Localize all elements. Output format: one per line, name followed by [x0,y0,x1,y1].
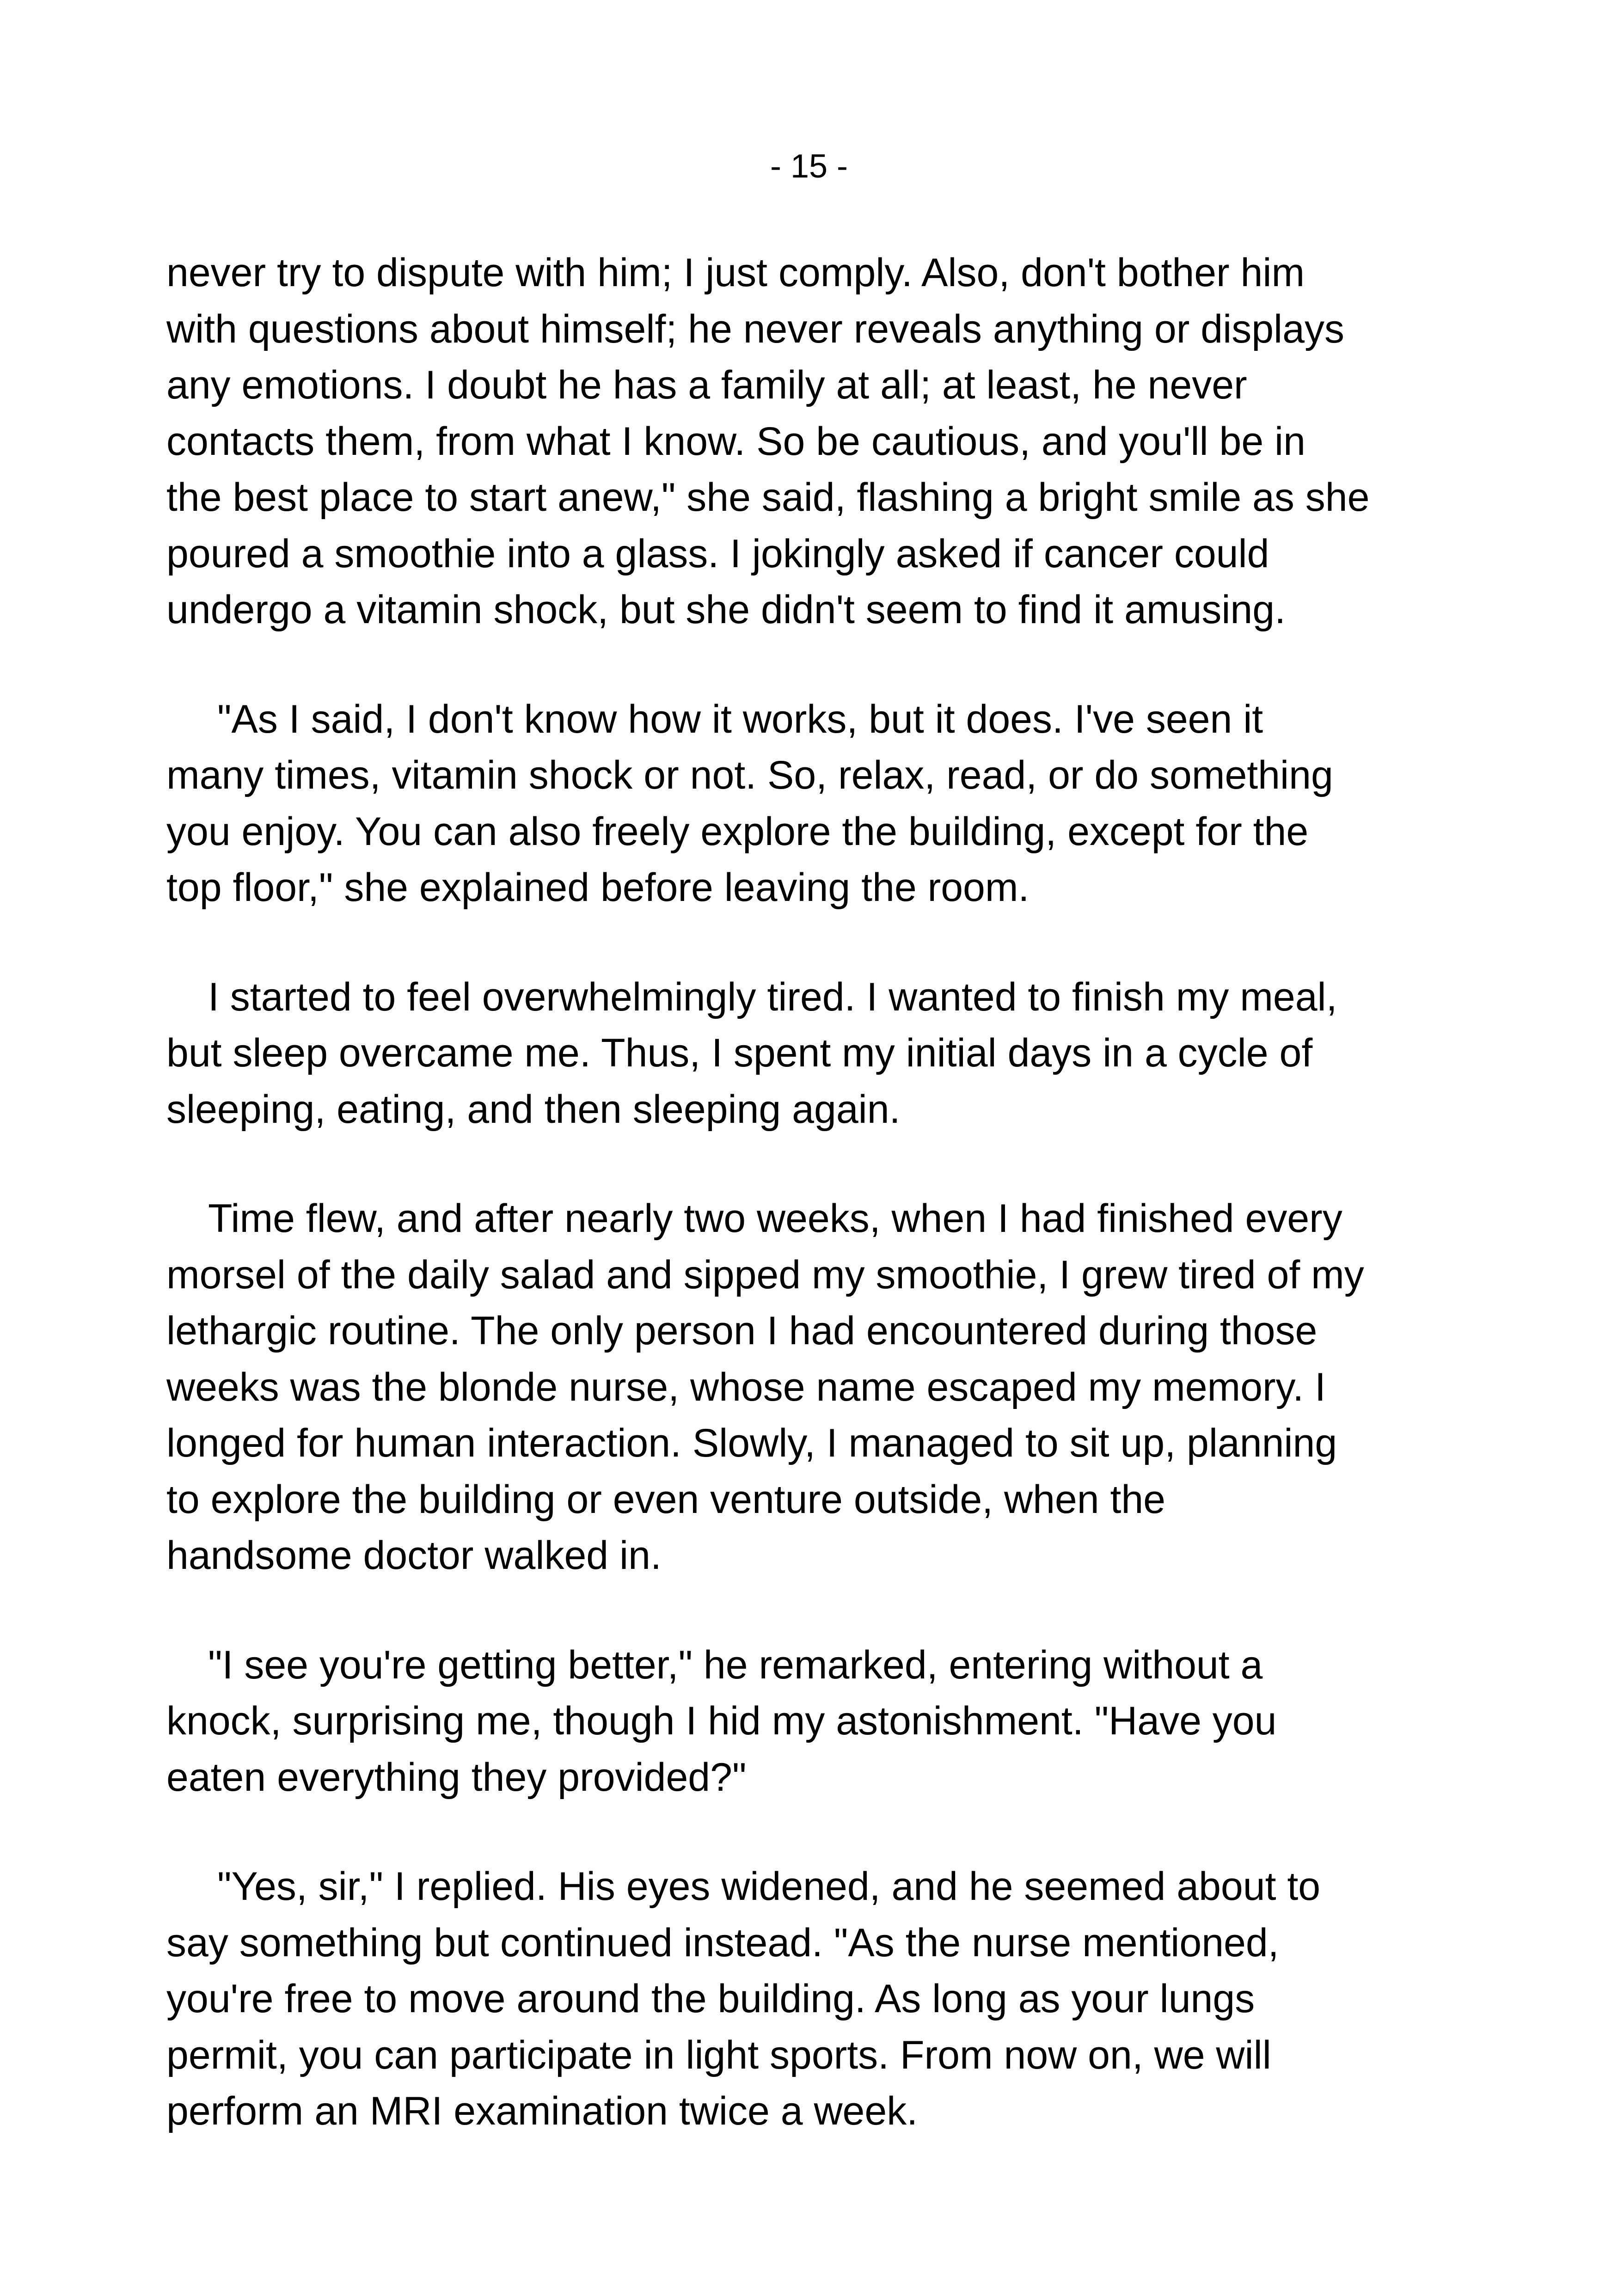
text-line: you're free to move around the building. As long as your lungs [166,1977,1255,2021]
page-number: - 15 - [770,148,848,185]
text-line: with questions about himself; he never reveals anything or displays [166,306,1344,351]
text-line: permit, you can participate in light sports. From now on, we will [166,2033,1271,2077]
text-line: knock, surprising me, though I hid my astonishment. "Have you [166,1699,1277,1743]
text-line: perform an MRI examination twice a week. [166,2089,918,2133]
text-line: Time flew, and after nearly two weeks, when I had finished every [208,1196,1342,1241]
paragraph-1 [166,245,1489,638]
text-line: you enjoy. You can also freely explore the building, except for the [166,809,1309,854]
text-line: the best place to start anew," she said, flashing a bright smile as she [166,475,1370,520]
paragraph-4 [166,1191,1489,1584]
text-line: but sleep overcame me. Thus, I spent my initial days in a cycle of [166,1031,1313,1075]
text-line: longed for human interaction. Slowly, I managed to sit up, planning [166,1421,1337,1465]
text-line: sleeping, eating, and then sleeping again. [166,1087,901,1132]
text-line: top floor," she explained before leaving the room. [166,865,1030,910]
paragraph-3 [166,969,1489,1138]
body-text [166,245,1489,2193]
text-line: handsome doctor walked in. [166,1533,662,1578]
text-line: morsel of the daily salad and sipped my smoothie, I grew tired of my [166,1252,1364,1297]
text-line: "I see you're getting better," he remarked, entering without a [208,1642,1263,1687]
text-line: contacts them, from what I know. So be cautious, and you'll be in [166,419,1305,464]
text-line: weeks was the blonde nurse, whose name escaped my memory. I [166,1365,1326,1409]
paragraph-5 [166,1637,1489,1806]
text-line: to explore the building or even venture outside, when the [166,1477,1166,1522]
paragraph-6 [166,1859,1489,2140]
text-line: "As I said, I don't know how it works, but it does. I've seen it [217,697,1263,741]
text-line: lethargic routine. The only person I had encountered during those [166,1309,1318,1353]
text-line: many times, vitamin shock or not. So, relax, read, or do something [166,753,1333,797]
text-line: "Yes, sir," I replied. His eyes widened, and he seemed about to [217,1864,1321,1909]
text-line: say something but continued instead. "As the nurse mentioned, [166,1920,1279,1965]
text-line: never try to dispute with him; I just comply. Also, don't bother him [166,251,1305,295]
text-line: undergo a vitamin shock, but she didn't seem to find it amusing. [166,588,1286,632]
text-line: any emotions. I doubt he has a family at all; at least, he never [166,363,1247,407]
text-line: I started to feel overwhelmingly tired. I wanted to finish my meal, [208,974,1337,1019]
text-line: poured a smoothie into a glass. I jokingly asked if cancer could [166,531,1269,576]
text-line: eaten everything they provided?" [166,1755,747,1800]
paragraph-2 [166,692,1489,916]
